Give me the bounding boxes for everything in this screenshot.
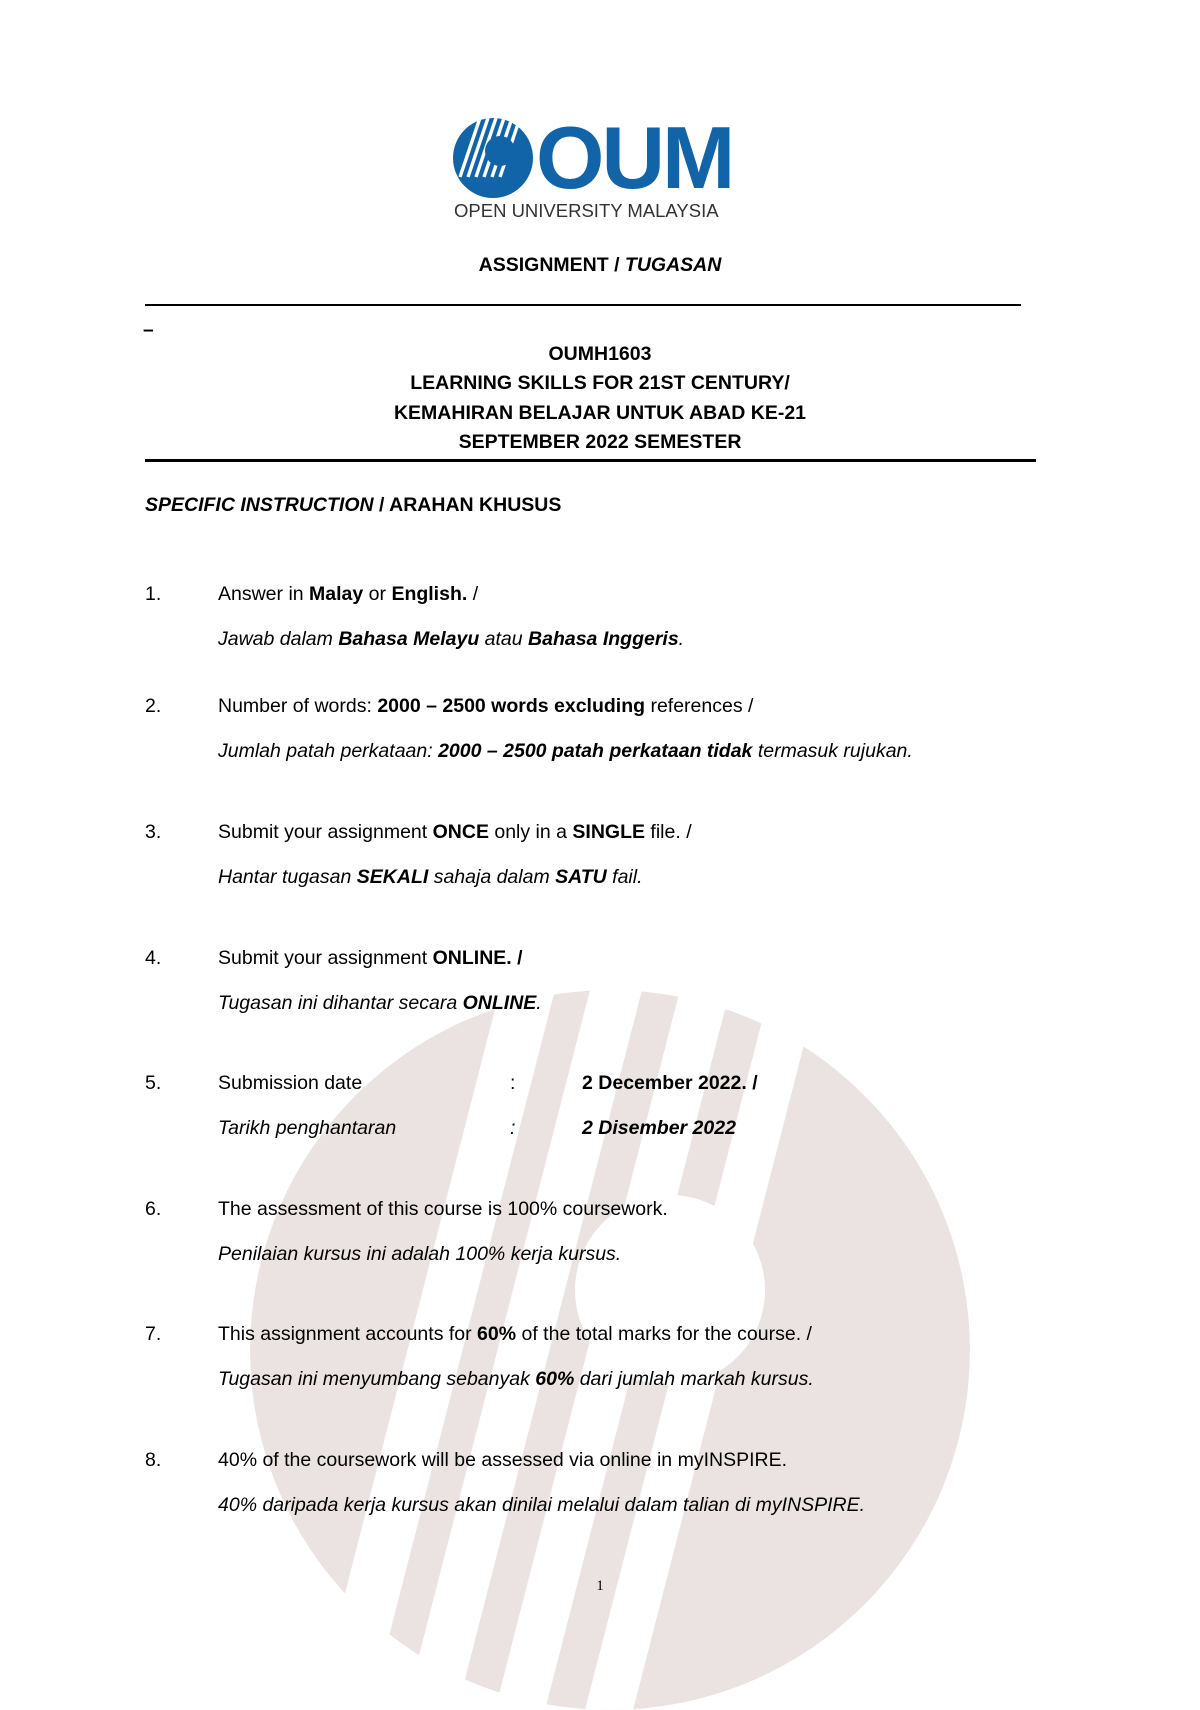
- item-number: 6.: [145, 1198, 162, 1220]
- section-title-en: SPECIFIC INSTRUCTION: [145, 494, 374, 516]
- item-7-ms: [218, 1368, 814, 1391]
- specific-instruction-title: [145, 494, 561, 517]
- item-3-ms: [218, 866, 643, 889]
- text-run-bold: Bahasa Inggeris: [528, 628, 679, 650]
- text-run-bold: ONLINE. /: [432, 947, 523, 969]
- item-7-en: [218, 1323, 812, 1346]
- text-run: .: [678, 628, 685, 650]
- text-run: fail.: [606, 866, 643, 888]
- text-run: Submit your assignment: [218, 821, 433, 843]
- item-2-en: [218, 695, 753, 718]
- text-run-bold: English.: [391, 583, 468, 605]
- top-rule: [145, 304, 1021, 306]
- item-6-en: The assessment of this course is 100% coursework.: [218, 1198, 668, 1220]
- submission-date-value: 2 December 2022. /: [582, 1072, 758, 1094]
- text-run-bold: Malay: [309, 583, 364, 605]
- text-run-bold: 60%: [535, 1368, 575, 1390]
- assignment-heading: [0, 254, 1200, 277]
- text-run: .: [536, 992, 542, 1014]
- text-run-bold: ONCE: [432, 821, 489, 843]
- text-run: of the total marks for the course. /: [516, 1323, 812, 1345]
- text-run-bold: SATU: [555, 866, 607, 888]
- course-code: OUMH1603: [548, 343, 652, 365]
- text-run-bold: 2000 – 2500 words excluding: [377, 695, 646, 717]
- item-number: 7.: [145, 1323, 162, 1345]
- text-run-bold: SEKALI: [356, 866, 429, 888]
- logo-wordmark: OUM: [536, 108, 733, 207]
- text-run: Number of words:: [218, 695, 378, 717]
- item-4-ms: [218, 992, 542, 1015]
- semester: SEPTEMBER 2022 SEMESTER: [458, 431, 742, 453]
- tarikh-penghantaran-label: Tarikh penghantaran: [218, 1117, 397, 1139]
- tarikh-penghantaran-value: 2 Disember 2022: [582, 1117, 736, 1139]
- text-run-bold: 2000 – 2500 patah perkataan tidak: [438, 740, 753, 762]
- bottom-rule: [145, 459, 1036, 462]
- item-number: 2.: [145, 695, 162, 717]
- oum-logo: [452, 108, 742, 224]
- section-title-ms: / ARAHAN KHUSUS: [373, 494, 562, 516]
- text-run-bold: ONLINE: [462, 992, 537, 1014]
- submission-date-label: Submission date: [218, 1072, 363, 1094]
- stray-dash: –: [143, 320, 154, 341]
- logo-subtitle: OPEN UNIVERSITY MALAYSIA: [454, 200, 719, 221]
- text-run: This assignment accounts for: [218, 1323, 478, 1345]
- course-title-ms: KEMAHIRAN BELAJAR UNTUK ABAD KE-21: [393, 402, 807, 424]
- item-number: 1.: [145, 583, 162, 605]
- text-run: sahaja dalam: [428, 866, 556, 888]
- text-run: or: [363, 583, 392, 605]
- page-number: 1: [596, 1578, 604, 1594]
- colon: :: [510, 1117, 516, 1139]
- text-run: dari jumlah markah kursus.: [574, 1368, 814, 1390]
- item-number: 3.: [145, 821, 162, 843]
- assignment-label: ASSIGNMENT /: [478, 254, 625, 276]
- course-title-en: LEARNING SKILLS FOR 21ST CENTURY/: [410, 372, 790, 394]
- item-number: 8.: [145, 1449, 162, 1471]
- item-number: 5.: [145, 1072, 162, 1094]
- text-run: Hantar tugasan: [218, 866, 357, 888]
- text-run: atau: [479, 628, 529, 650]
- text-run: Jumlah patah perkataan:: [218, 740, 439, 762]
- text-run: Submit your assignment: [218, 947, 433, 969]
- text-run: termasuk rujukan.: [752, 740, 913, 762]
- item-number: 4.: [145, 947, 162, 969]
- item-8-en: 40% of the coursework will be assessed via online in myINSPIRE.: [218, 1449, 788, 1471]
- item-1-ms: [218, 628, 684, 651]
- colon: :: [510, 1072, 516, 1094]
- item-6-ms: Penilaian kursus ini adalah 100% kerja kursus.: [218, 1243, 622, 1265]
- text-run: Tugasan ini menyumbang sebanyak: [218, 1368, 536, 1390]
- oum-globe-icon: [452, 117, 534, 199]
- item-3-en: [218, 821, 692, 844]
- item-8-ms: 40% daripada kerja kursus akan dinilai melalui dalam talian di myINSPIRE.: [218, 1494, 866, 1516]
- item-1-en: [218, 583, 478, 606]
- item-2-ms: [218, 740, 913, 763]
- text-run-bold: Bahasa Melayu: [338, 628, 480, 650]
- item-4-en: [218, 947, 523, 970]
- text-run: /: [467, 583, 479, 605]
- text-run: only in a: [488, 821, 573, 843]
- text-run: file. /: [645, 821, 692, 843]
- text-run: Tugasan ini dihantar secara: [218, 992, 463, 1014]
- text-run-bold: SINGLE: [572, 821, 646, 843]
- text-run-bold: 60%: [477, 1323, 517, 1345]
- text-run: Jawab dalam: [218, 628, 339, 650]
- assignment-label-malay: TUGASAN: [624, 254, 722, 276]
- text-run: references /: [645, 695, 754, 717]
- text-run: Answer in: [218, 583, 310, 605]
